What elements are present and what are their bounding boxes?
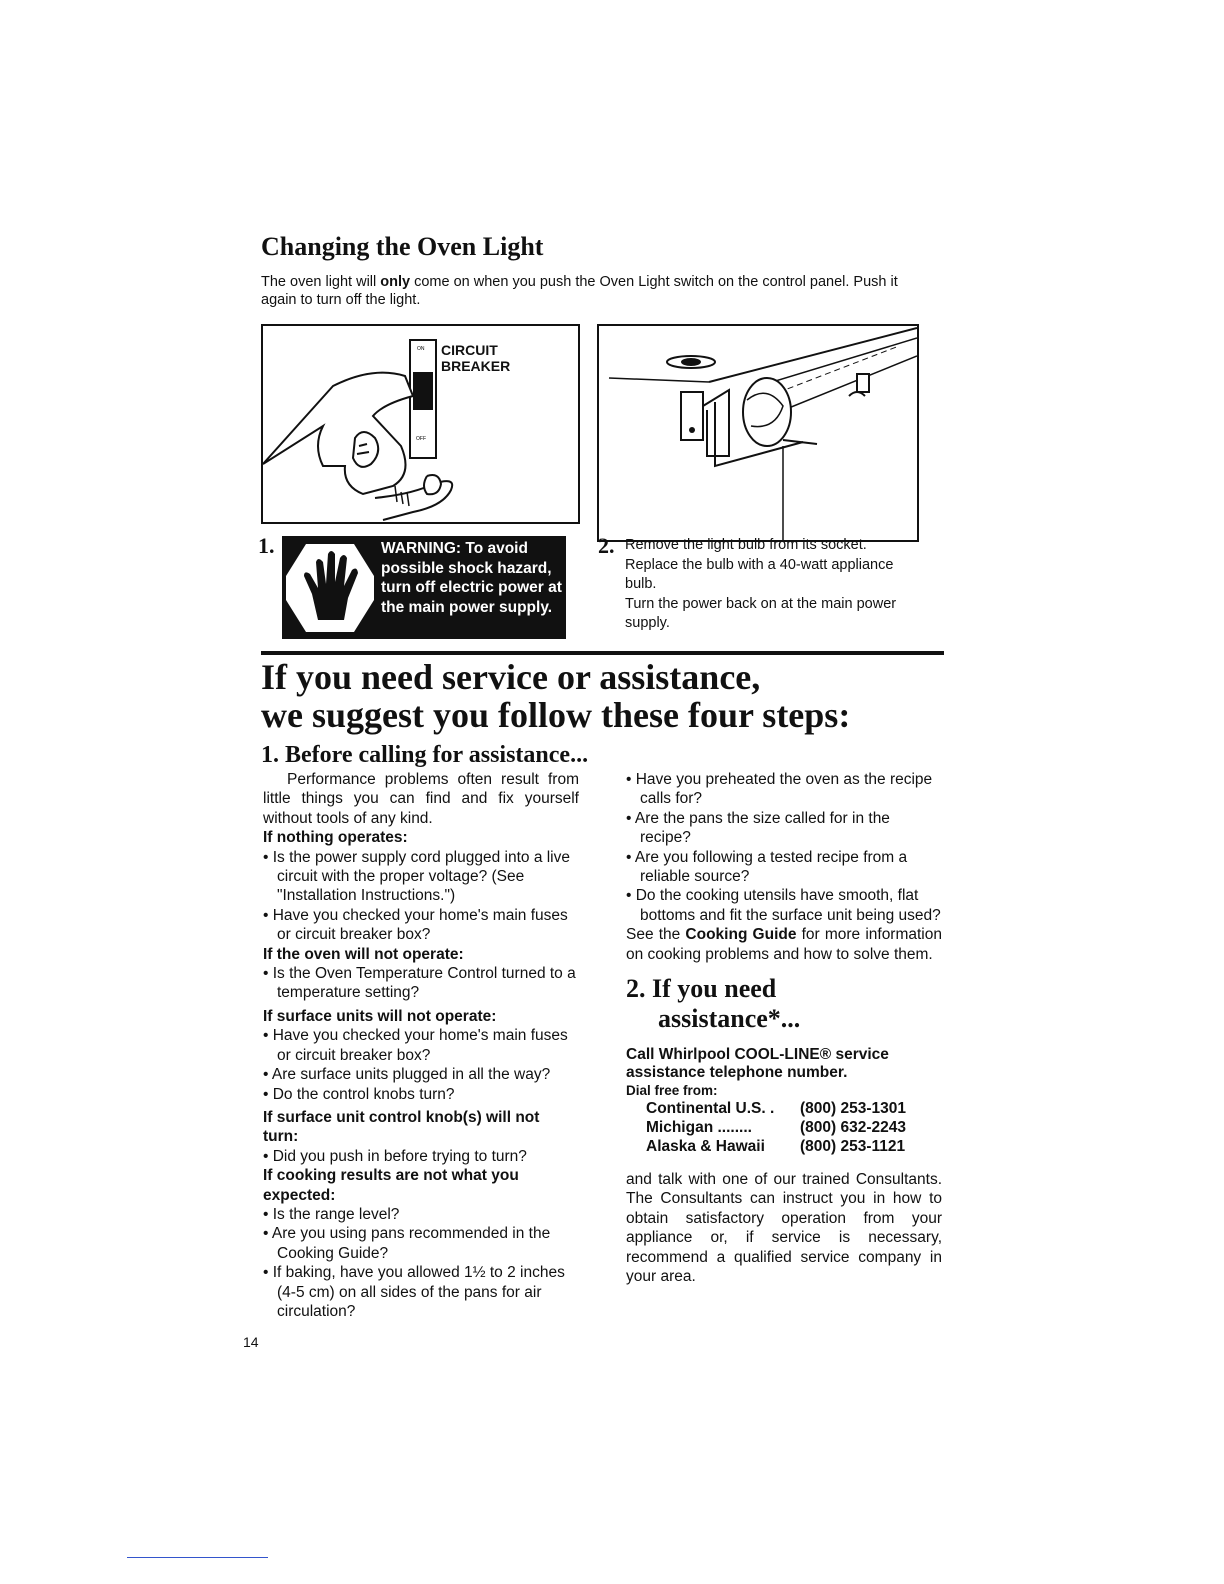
assistance-heading: 2. If you need assistance*...	[626, 974, 801, 1034]
list-item: • Are the pans the size called for in the recipe?	[626, 809, 890, 847]
footer-rule	[127, 1557, 268, 1558]
phone-row: Alaska & Hawaii (800) 253-1121	[646, 1138, 906, 1156]
list-item: • Have you checked your home's main fuses or circuit breaker box?	[263, 1027, 568, 1064]
see-cooking-guide: See the Cooking Guide for more information on cooking problems and how to solve them.	[626, 926, 942, 963]
list-item: • Have you checked your home's main fuses or circuit breaker box?	[263, 906, 568, 944]
left-column	[263, 770, 579, 1321]
section-title: Changing the Oven Light	[261, 232, 544, 261]
warning-box	[282, 536, 566, 639]
consultants-paragraph: and talk with one of our trained Consultants. The Consultants can instruct you in how to obtain satisfactory operation from your appliance or, if service is necessary, recommend a qualified service company in your area.	[626, 1171, 942, 1286]
section-divider	[261, 651, 944, 655]
list-item: • Did you push in before trying to turn?	[263, 1147, 527, 1165]
list-item: • Is the range level?	[263, 1205, 400, 1223]
warning-hand-icon	[282, 536, 378, 639]
list-item: • Is the power supply cord plugged into a live circuit with the proper voltage? (See "Installation Instructions.")	[263, 848, 570, 905]
phone-row: Michigan ........ (800) 632-2243	[646, 1119, 906, 1137]
list-item: • Are you using pans recommended in the Cooking Guide?	[263, 1225, 551, 1262]
step-2-number: 2.	[598, 533, 615, 558]
service-headline: If you need service or assistance, we suggest you follow these four steps:	[261, 657, 851, 735]
switch-off-text: OFF	[416, 436, 426, 442]
group-heading: If surface units will not operate:	[263, 1007, 497, 1025]
list-item: • Are you following a tested recipe from a reliable source?	[626, 848, 908, 886]
warning-text: WARNING: To avoid possible shock hazard, turn off electric power at the main power supply.	[381, 540, 562, 616]
group-heading: If cooking results are not what you expected:	[263, 1167, 519, 1204]
right-column	[626, 770, 942, 1287]
group-heading: If nothing operates:	[263, 829, 408, 847]
group-heading: If surface unit control knob(s) will not turn:	[263, 1108, 540, 1146]
cool-line-call: Call Whirlpool COOL-LINE® service assistance telephone number.	[626, 1046, 889, 1082]
before-calling-heading: 1. Before calling for assistance...	[261, 742, 589, 768]
switch-on-text: ON	[417, 346, 425, 352]
list-item: • Do the cooking utensils have smooth, flat bottoms and fit the surface unit being used?	[626, 887, 941, 924]
before-calling-intro: Performance problems often result from little things you can find and fix yourself without tools of any kind.	[263, 771, 579, 827]
oven-light-figure	[597, 324, 919, 542]
list-item: • If baking, have you allowed 1½ to 2 inches (4-5 cm) on all sides of the pans for air circulation?	[263, 1264, 565, 1320]
list-item: • Do the control knobs turn?	[263, 1085, 455, 1103]
bulb-socket-illustration	[599, 326, 917, 540]
phone-row: Continental U.S. . (800) 253-1301	[646, 1100, 906, 1118]
step-1-number: 1.	[258, 533, 275, 558]
step-2-instructions: Remove the light bulb from its socket. Replace the bulb with a 40-watt appliance bulb. Turn the power back on at the main power supply.	[625, 537, 897, 631]
hand-switch-illustration	[263, 326, 578, 522]
page-number: 14	[243, 1334, 259, 1350]
circuit-breaker-figure	[261, 324, 580, 524]
section-intro: The oven light will only come on when you push the Oven Light switch on the control panel. Push it again to turn off the light.	[261, 274, 898, 308]
dial-free-label: Dial free from:	[626, 1083, 718, 1099]
list-item: • Have you preheated the oven as the recipe calls for?	[626, 771, 933, 808]
list-item: • Is the Oven Temperature Control turned to a temperature setting?	[263, 965, 576, 1002]
list-item: • Are surface units plugged in all the way?	[263, 1066, 551, 1084]
group-heading: If the oven will not operate:	[263, 945, 464, 963]
circuit-breaker-label: CIRCUIT BREAKER	[441, 342, 511, 374]
